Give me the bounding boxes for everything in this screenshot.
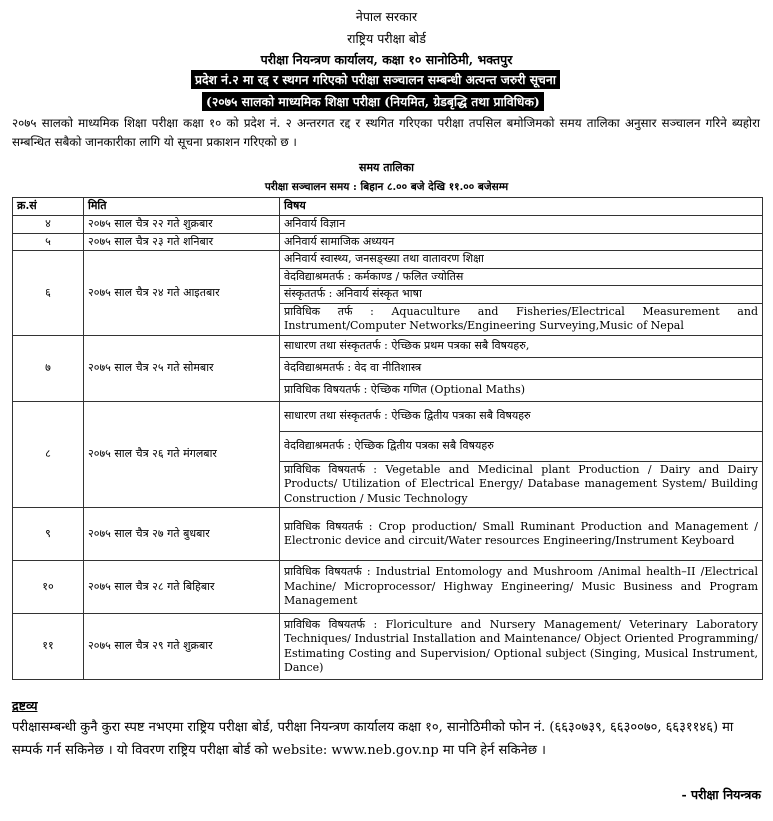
row-serial-number: १० xyxy=(13,561,84,614)
header-date: मिति xyxy=(84,198,280,216)
row-subject: वेदविद्याश्रमतर्फ : ऐच्छिक द्वितीय पत्रका सबै विषयहरु xyxy=(280,431,763,461)
row-serial-number: ५ xyxy=(13,233,84,251)
schedule-table xyxy=(12,197,763,680)
row-serial-number: ११ xyxy=(13,614,84,680)
table-header-row xyxy=(13,198,763,216)
header-subject: विषय xyxy=(280,198,763,216)
table-row xyxy=(13,251,763,269)
row-serial-number: ९ xyxy=(13,508,84,561)
row-subject: साधारण तथा संस्कृततर्फ : ऐच्छिक प्रथम पत्रका सबै विषयहरु, xyxy=(280,335,763,357)
board-line: राष्ट्रिय परीक्षा बोर्ड xyxy=(347,31,426,46)
intro-paragraph: २०७५ सालको माध्यमिक शिक्षा परीक्षा कक्षा १० को प्रदेश नं. २ अन्तरगत रद्द र स्थगित गरिएका परीक्षा तपसिल बमोजिमको समय तालिका अनुसार सञ्चालन गरिने ब्यहोरा सम्बन्धित सबैको जानकारीका लागि यो सूचना प्रकाशन गरिएको छ । xyxy=(12,116,760,149)
row-subject: प्राविधिक विषयतर्फ : ऐच्छिक गणित (Optional Maths) xyxy=(280,379,763,401)
row-subject: साधारण तथा संस्कृततर्फ : ऐच्छिक द्वितीय पत्रका सबै विषयहरु xyxy=(280,401,763,431)
row-subject: अनिवार्य स्वास्थ्य, जनसङ्ख्या तथा वातावरण शिक्षा xyxy=(280,251,763,269)
row-subject: प्राविधिक विषयतर्फ : Industrial Entomology and Mushroom ∕Animal health–II ∕Electrical Machine∕ Microprocessor∕ Highway Engineering∕ Music Business and Program Management xyxy=(280,561,763,614)
row-date: २०७५ साल चैत्र २५ गते सोमबार xyxy=(84,335,280,401)
row-subject: वेदविद्याश्रमतर्फ : कर्मकाण्ड ∕ फलित ज्योतिस xyxy=(280,268,763,286)
table-row xyxy=(13,216,763,234)
row-subject: संस्कृततर्फ : अनिवार्य संस्कृत भाषा xyxy=(280,286,763,304)
row-serial-number: ६ xyxy=(13,251,84,336)
signature: - परीक्षा नियन्त्रक xyxy=(681,787,761,802)
table-row xyxy=(13,233,763,251)
table-row xyxy=(13,614,763,680)
header-sn: क्र.सं xyxy=(13,198,84,216)
timetable-time: परीक्षा सञ्चालन समय : बिहान ८.०० बजे देखि ११.०० बजेसम्म xyxy=(264,181,509,193)
table-row xyxy=(13,561,763,614)
row-date: २०७५ साल चैत्र २२ गते शुक्रबार xyxy=(84,216,280,234)
row-date: २०७५ साल चैत्र २६ गते मंगलबार xyxy=(84,401,280,508)
row-subject: अनिवार्य विज्ञान xyxy=(280,216,763,234)
table-row xyxy=(13,508,763,561)
row-subject: प्राविधिक तर्फ : Aquaculture and Fisheries/Electrical Measurement and Instrument/Computer Networks∕Engineering Surveying,Music of Nepal xyxy=(280,303,763,335)
note-text: परीक्षासम्बन्धी कुनै कुरा स्पष्ट नभएमा राष्ट्रिय परीक्षा बोर्ड, परीक्षा नियन्त्रण कार्यालय कक्षा १०, सानोठिमीको फोन नं. (६६३०७३९, ६६३००७०, ६६३११४६) मा सम्पर्क गर्न सकिनेछ । यो विवरण राष्ट्रिय परीक्षा बोर्ड को website: www.neb.gov.np मा पनि हेर्न सकिनेछ । xyxy=(12,720,734,758)
row-date: २०७५ साल चैत्र २४ गते आइतबार xyxy=(84,251,280,336)
note-heading: द्रष्टव्य xyxy=(12,698,38,713)
row-subject: प्राविधिक विषयतर्फ : Vegetable and Medicinal plant Production ∕ Dairy and Dairy Products∕ Utilization of Electrical Energy∕ Database management System∕ Building Construction ∕ Music Technology xyxy=(280,461,763,508)
row-serial-number: ८ xyxy=(13,401,84,508)
row-subject: अनिवार्य सामाजिक अध्ययन xyxy=(280,233,763,251)
exam-subtitle-banner: (२०७५ सालको माध्यमिक शिक्षा परीक्षा (नियमित, ग्रेडबृद्धि तथा प्राविधिक) xyxy=(202,92,544,111)
row-serial-number: ४ xyxy=(13,216,84,234)
table-row xyxy=(13,401,763,431)
row-date: २०७५ साल चैत्र २९ गते शुक्रबार xyxy=(84,614,280,680)
notice-title-banner: प्रदेश नं.२ मा रद्द र स्थगन गरिएको परीक्षा सञ्चालन सम्बन्धी अत्यन्त जरुरी सूचना xyxy=(191,70,560,89)
row-serial-number: ७ xyxy=(13,335,84,401)
row-subject: वेदविद्याश्रमतर्फ : वेद वा नीतिशास्त्र xyxy=(280,357,763,379)
row-date: २०७५ साल चैत्र २३ गते शनिबार xyxy=(84,233,280,251)
row-date: २०७५ साल चैत्र २८ गते बिहिबार xyxy=(84,561,280,614)
row-date: २०७५ साल चैत्र २७ गते बुधबार xyxy=(84,508,280,561)
row-subject: प्राविधिक विषयतर्फ : Crop production∕ Small Ruminant Production and Management ∕ Electronic device and circuit∕Water resources Engineering∕Instrument Keyboard xyxy=(280,508,763,561)
government-line: नेपाल सरकार xyxy=(355,9,418,24)
office-line: परीक्षा नियन्त्रण कार्यालय, कक्षा १० सानोठिमी, भक्तपुर xyxy=(260,52,513,67)
table-row xyxy=(13,335,763,357)
row-subject: प्राविधिक विषयतर्फ : Floriculture and Nursery Management∕ Veterinary Laboratory Techniques∕ Industrial Installation and Maintenance∕ Object Oriented Programming∕ Estimating Costing and Supervision∕ Optional subject (Singing, Musical Instrument, Dance) xyxy=(280,614,763,680)
timetable-title: समय तालिका xyxy=(359,161,414,174)
